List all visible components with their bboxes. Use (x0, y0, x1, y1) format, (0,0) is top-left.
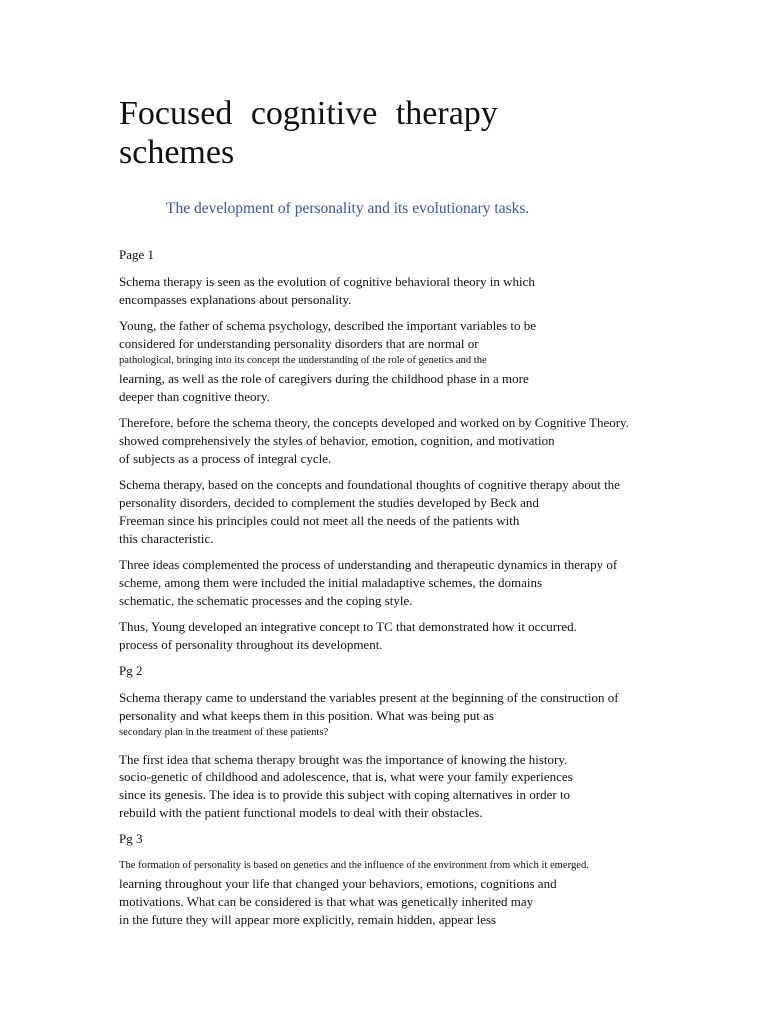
body-paragraph (119, 414, 759, 467)
text-line: schematic, the schematic processes and the coping style. (119, 592, 413, 608)
body-paragraph (119, 857, 759, 928)
text-line: scheme, among them were included the initial maladaptive schemes, the domains (119, 574, 543, 590)
text-line: deeper than cognitive theory. (119, 389, 270, 405)
text-line: Thus, Young developed an integrative concept to TC that demonstrated how it occurred. (119, 618, 577, 634)
body-paragraph (119, 476, 759, 547)
text-line: since its genesis. The idea is to provide this subject with coping alternatives in order to (119, 787, 571, 803)
page-number-label (119, 662, 759, 680)
text-line: learning throughout your life that changed your behaviors, emotions, cognitions and (119, 875, 557, 891)
text-line: Three ideas complemented the process of understanding and therapeutic dynamics in therapy of (119, 556, 618, 572)
text-line: this characteristic. (119, 530, 214, 546)
text-line: in the future they will appear more explicitly, remain hidden, appear less (119, 911, 497, 927)
text-line: process of personality throughout its development. (119, 636, 383, 652)
text-line: encompasses explanations about personality. (119, 291, 352, 307)
text-line: considered for understanding personality disorders that are normal or (119, 335, 479, 351)
text-line: showed comprehensively the styles of behavior, emotion, cognition, and motivation (119, 433, 555, 449)
text-line: personality disorders, decided to complement the studies developed by Beck and (119, 495, 539, 511)
text-line: of subjects as a process of integral cycle. (119, 450, 332, 466)
text-line: pathological, bringing into its concept the understanding of the role of genetics and the (119, 355, 487, 367)
text-line: Schema therapy is seen as the evolution of cognitive behavioral theory in which (119, 273, 535, 289)
text-line: socio-genetic of childhood and adolescence, that is, what were your family experiences (119, 769, 573, 785)
text-line: Schema therapy, based on the concepts and foundational thoughts of cognitive therapy about the (119, 477, 620, 493)
text-line: Freeman since his principles could not meet all the needs of the patients with (119, 512, 520, 528)
document-subtitle: The development of personality and its evolutionary tasks. (166, 200, 530, 217)
text-line: personality and what keeps them in this position. What was being put as (119, 707, 494, 723)
body-paragraph (119, 689, 759, 742)
body-paragraph (119, 273, 759, 309)
text-line: motivations. What can be considered is that what was genetically inherited may (119, 893, 534, 909)
text-line: rebuild with the patient functional models to deal with their obstacles. (119, 805, 483, 821)
text-line: learning, as well as the role of caregivers during the childhood phase in a more (119, 371, 529, 387)
body-paragraph (119, 556, 759, 609)
text-line: Pg 2 (119, 662, 143, 678)
text-line: Pg 3 (119, 831, 143, 847)
document-body (119, 246, 759, 937)
text-line: The formation of personality is based on genetics and the influence of the environment from which it emerged. (119, 860, 589, 872)
text-line: secondary plan in the treatment of these patients? (119, 727, 329, 739)
body-paragraph (119, 751, 759, 822)
page-number-label (119, 246, 759, 264)
document-title: Focused cognitive therapy schemes (119, 95, 498, 171)
body-paragraph (119, 317, 759, 406)
page-number-label (119, 830, 759, 848)
text-line: Schema therapy came to understand the variables present at the beginning of the construction of (119, 689, 619, 705)
text-line: Young, the father of schema psychology, described the important variables to be (119, 317, 536, 333)
body-paragraph (119, 618, 759, 654)
text-line: The first idea that schema therapy brought was the importance of knowing the history. (119, 751, 568, 767)
text-line: Page 1 (119, 247, 155, 262)
text-line: Therefore, before the schema theory, the concepts developed and worked on by Cognitive Theory. (119, 415, 629, 431)
